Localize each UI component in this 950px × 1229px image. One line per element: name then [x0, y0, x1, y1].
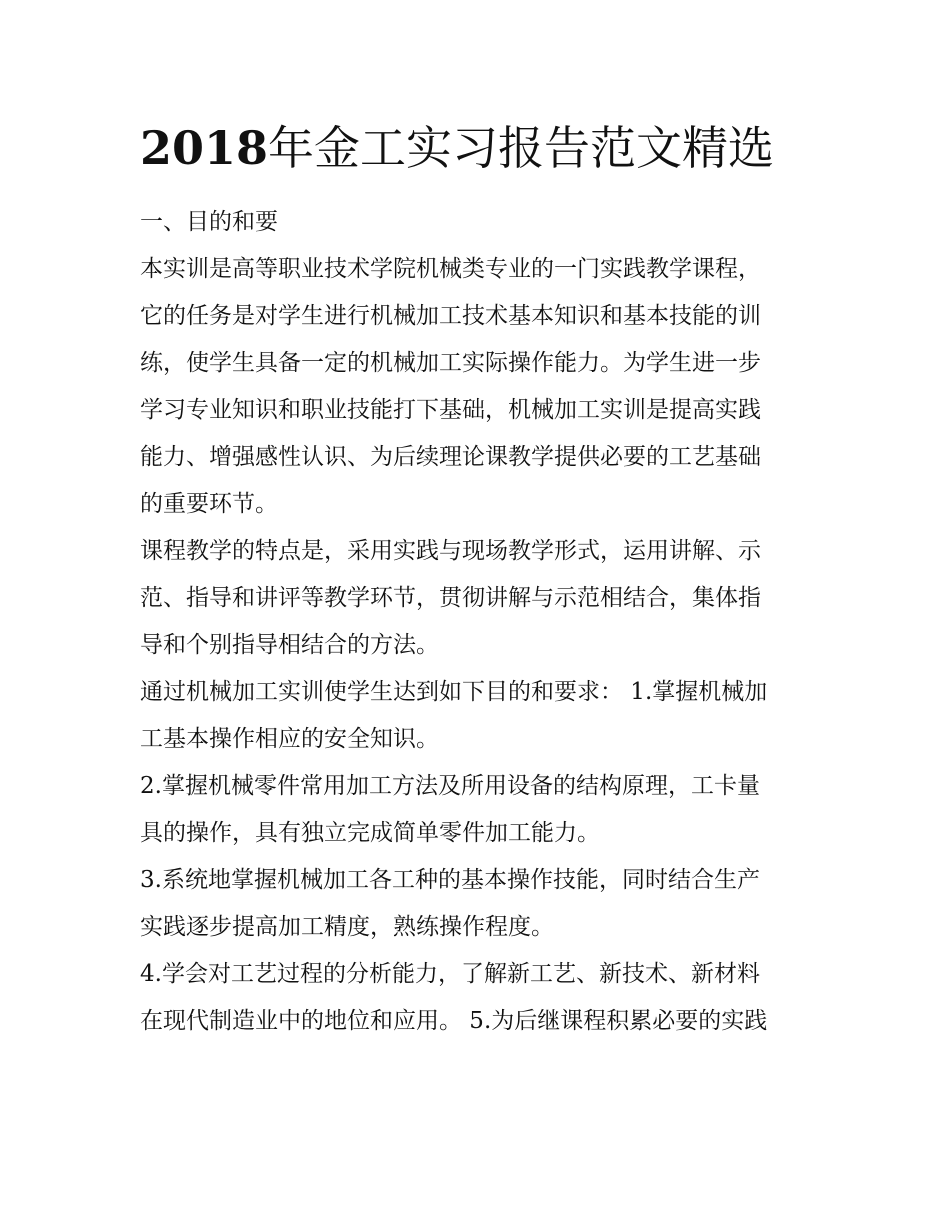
body-line: 本实训是高等职业技术学院机械类专业的一门实践教学课程，: [140, 256, 761, 282]
section-heading: 一、目的和要: [140, 209, 278, 235]
body-line: 2.掌握机械零件常用加工方法及所用设备的结构原理，工卡量: [140, 773, 760, 799]
body-line: 工基本操作相应的安全知识。: [140, 726, 439, 752]
body-line: 课程教学的特点是，采用实践与现场教学形式，运用讲解、示: [140, 538, 761, 564]
body-line: 4.学会对工艺过程的分析能力，了解新工艺、新技术、新材料: [140, 961, 760, 987]
body-line: 的重要环节。: [140, 491, 278, 517]
body-line: 能力、增强感性认识、为后续理论课教学提供必要的工艺基础: [140, 444, 761, 470]
title-year: 2018: [140, 121, 269, 175]
body-line: 实践逐步提高加工精度，熟练操作程度。: [140, 914, 554, 940]
body-line: 范、指导和讲评等教学环节，贯彻讲解与示范相结合，集体指: [140, 585, 761, 611]
body-line: 具的操作，具有独立完成简单零件加工能力。: [140, 820, 600, 846]
body-line: 导和个别指导相结合的方法。: [140, 632, 439, 658]
body-line: 3.系统地掌握机械加工各工种的基本操作技能，同时结合生产: [140, 867, 760, 893]
body-line: 学习专业知识和职业技能打下基础，机械加工实训是提高实践: [140, 397, 761, 423]
title-text: 年金工实习报告范文精选: [268, 121, 775, 175]
body-line: 通过机械加工实训使学生达到如下目的和要求： 1.掌握机械加: [140, 679, 768, 705]
body-line: 练，使学生具备一定的机械加工实际操作能力。为学生进一步: [140, 350, 761, 376]
document-title: [140, 118, 774, 178]
body-line: 在现代制造业中的地位和应用。 5.为后继课程积累必要的实践: [140, 1008, 768, 1034]
body-line: 它的任务是对学生进行机械加工技术基本知识和基本技能的训: [140, 303, 761, 329]
document-body: [140, 199, 812, 1045]
